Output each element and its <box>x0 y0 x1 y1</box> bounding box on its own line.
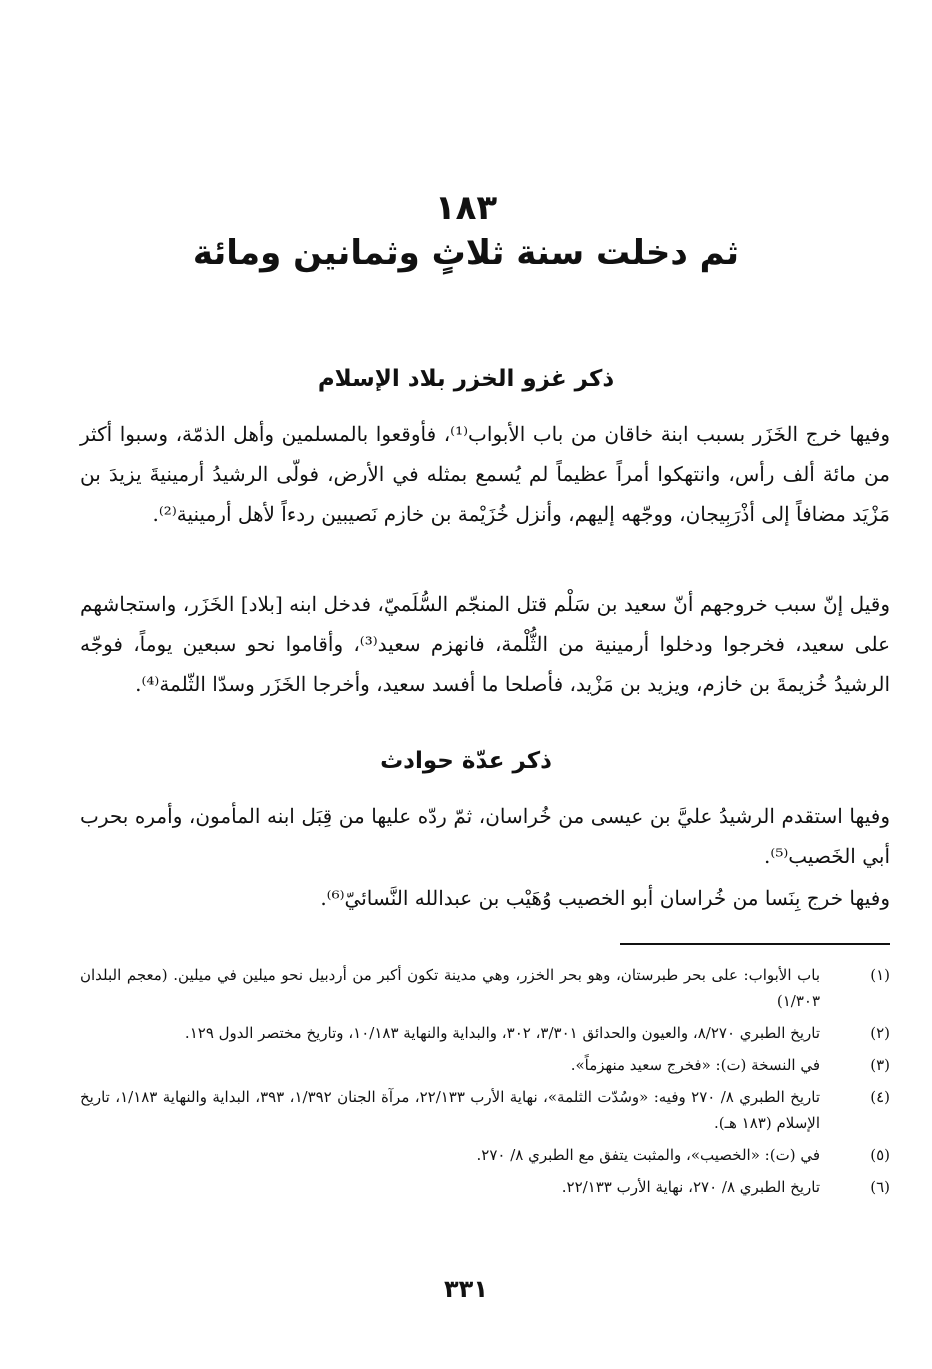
footnote-separator <box>620 943 890 945</box>
paragraph: وقيل إنّ سبب خروجهم أنّ سعيد بن سَلْم قتل المنجّم السُّلَميّ، فدخل ابنه [بلاد] الخَزَر، واستجاشهم على سعيد، فخرجوا ودخلوا أرمينية من الثُّلْمة، فانهزم سعيد⁽³⁾، وأقاموا نحو سبعين يوماً، فوجّه الرشيدُ خُزيمةَ بن خازم، ويزيد بن مَزْيد، فأصلحا ما أفسد سعيد، وأخرجا الخَزَر وسدّا الثّلمة⁽⁴⁾. <box>80 592 891 696</box>
footnote-number: (٤) <box>870 1088 890 1106</box>
chapter-year-number: ١٨٣ <box>434 188 498 228</box>
footnote-number: (٣) <box>870 1056 890 1074</box>
paragraph: وفيها استقدم الرشيدُ عليَّ بن عيسى من خُراسان، ثمّ ردّه عليها من قِبَل ابنه المأمون، وأمره بحرب أبي الخَصيب⁽⁵⁾. <box>80 804 890 868</box>
page-number: ٣٣١ <box>444 1275 488 1303</box>
footnote-text: تاريخ الطبري ٨/ ٢٧٠ وفيه: «وسُدّت الثلمة»، نهاية الأرب ٢٢/١٣٣، مرآة الجنان ١/٣٩٢، ٣٩٣، البداية والنهاية ١/١٨٣، تاريخ الإسلام (١٨٣ هـ). <box>80 1088 820 1132</box>
paragraph: وفيها خرج بِنَسا من خُراسان أبو الخصيب وُهَيْب بن عبدالله النَّسائيّ⁽⁶⁾. <box>320 886 890 910</box>
footnotes <box>80 962 890 1206</box>
footnote-text: تاريخ الطبري ٨/٢٧٠، والعيون والحدائق ٣/٣٠١، ٣٠٢، والبداية والنهاية ١٠/١٨٣، وتاريخ مختصر الدول ١٢٩. <box>184 1024 820 1042</box>
footnote-text: في (ت): «الخصيب»، والمثبت يتفق مع الطبري ٨/ ٢٧٠. <box>476 1146 820 1164</box>
footnote <box>80 1020 890 1046</box>
footnote-number: (٦) <box>870 1178 890 1196</box>
footnote <box>80 1052 890 1078</box>
footnote-text: في النسخة (ت): «فخرج سعيد منهزماً». <box>570 1056 820 1074</box>
footnote-number: (٥) <box>870 1146 890 1164</box>
footnote <box>80 1084 890 1136</box>
footnote-number: (١) <box>870 966 890 984</box>
footnote-number: (٢) <box>870 1024 890 1042</box>
paragraph: وفيها خرج الخَزَر بسبب ابنة خاقان من باب الأبواب⁽¹⁾، فأوقعوا بالمسلمين وأهل الذمّة، وسبوا أكثر من مائة ألف رأس، وانتهكوا أمراً عظيماً لم يُسمع بمثله في الأرض، فولّى الرشيدُ أرمينيةَ يزيدَ بن مَزْيَد مضافاً إلى أذْرَبِيجان، ووجّهه إليهم، وأنزل خُزَيْمة بن خازم نَصيبين ردءاً لأهل أرمينية⁽²⁾. <box>80 422 890 526</box>
footnote <box>80 1174 890 1200</box>
footnote-text: باب الأبواب: على بحر طبرستان، وهو بحر الخزر، وهي مدينة تكون أكبر من أردبيل نحو ميلين في ميلين. (معجم البلدان ١/٣٠٣) <box>80 966 820 1010</box>
footnote <box>80 962 890 1014</box>
section-heading-khazar-raid: ذكر غزو الخزر بلاد الإسلام <box>317 366 615 392</box>
footnote-text: تاريخ الطبري ٨/ ٢٧٠، نهاية الأرب ٢٢/١٣٣. <box>561 1178 820 1196</box>
footnote <box>80 1142 890 1168</box>
section-heading-events: ذكر عدّة حوادث <box>380 748 552 774</box>
chapter-title: ثم دخلت سنة ثلاثٍ وثمانين ومائة <box>192 233 740 273</box>
